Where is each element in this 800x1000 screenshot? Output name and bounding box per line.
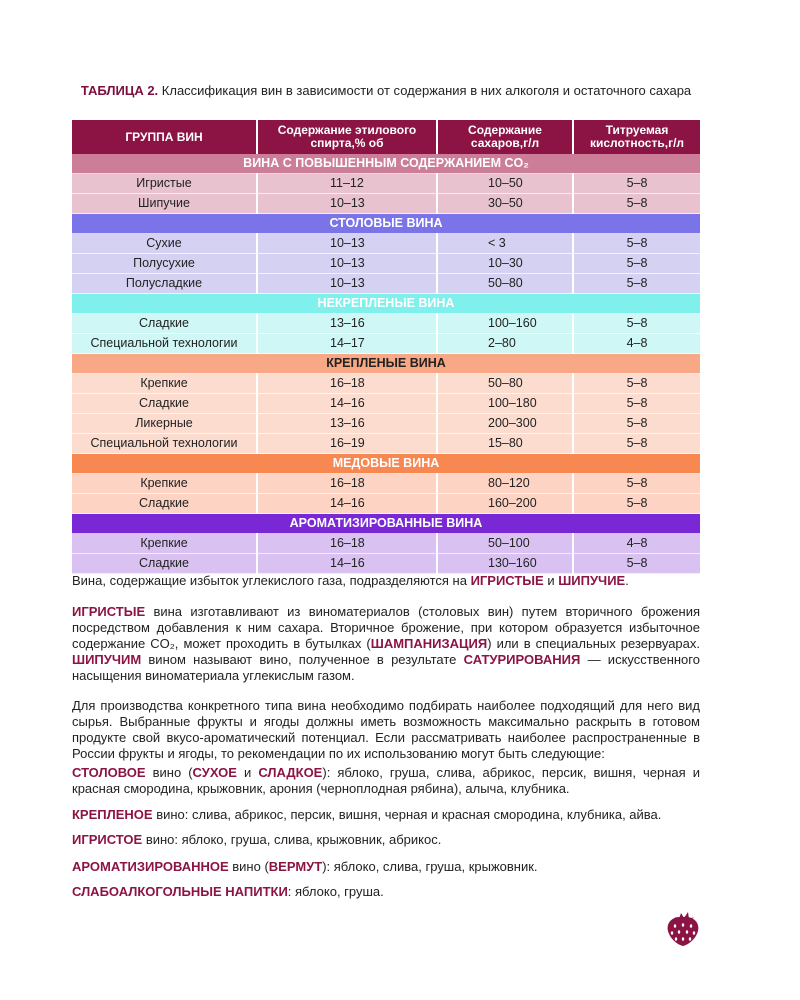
cell-alcohol: 10–13: [257, 274, 437, 294]
cell-alcohol: 10–13: [257, 234, 437, 254]
caption-text: Классификация вин в зависимости от содержания в них алкоголя и остаточного сахара: [158, 83, 692, 98]
highlight-term: КРЕПЛЕНОЕ: [72, 807, 153, 822]
table-row: [72, 174, 700, 194]
cell-sugar: 10–50: [437, 174, 573, 194]
cell-sugar: 80–120: [437, 474, 573, 494]
paragraph-text: и: [236, 765, 259, 780]
cell-sugar: 50–80: [437, 274, 573, 294]
cell-group: Сладкие: [72, 494, 257, 514]
cell-acidity: 5–8: [573, 174, 700, 194]
table-row: [72, 194, 700, 214]
cell-sugar: 2–80: [437, 334, 573, 354]
group-header-row: [72, 154, 700, 174]
cell-acidity: 5–8: [573, 194, 700, 214]
cell-sugar: 50–100: [437, 534, 573, 554]
paragraph-text: : яблоко, груша.: [287, 884, 384, 899]
cell-group: Полусухие: [72, 254, 257, 274]
cell-acidity: 5–8: [573, 494, 700, 514]
body-paragraph: [72, 604, 700, 684]
paragraph-text: .: [625, 573, 629, 588]
cell-group: Крепкие: [72, 374, 257, 394]
paragraph-text: вино: слива, абрикос, персик, вишня, черная и красная смородина, клубника, айва.: [152, 807, 662, 822]
cell-sugar: 100–160: [437, 314, 573, 334]
table-row: [72, 274, 700, 294]
header-sugar: Содержание сахаров,г/л: [437, 120, 573, 154]
body-paragraph: [72, 698, 700, 762]
cell-alcohol: 11–12: [257, 174, 437, 194]
cell-acidity: 5–8: [573, 394, 700, 414]
cell-group: Сладкие: [72, 394, 257, 414]
table-row: [72, 414, 700, 434]
cell-alcohol: 16–19: [257, 434, 437, 454]
cell-sugar: 50–80: [437, 374, 573, 394]
paragraph-text: Вина, содержащие избыток углекислого газа, подразделяются на: [72, 573, 471, 588]
cell-group: Игристые: [72, 174, 257, 194]
table-row: [72, 254, 700, 274]
table-header-row: [72, 120, 700, 154]
cell-acidity: 5–8: [573, 254, 700, 274]
group-title: ВИНА С ПОВЫШЕННЫМ СОДЕРЖАНИЕМ CO₂: [72, 154, 700, 174]
cell-sugar: 100–180: [437, 394, 573, 414]
cell-alcohol: 13–16: [257, 314, 437, 334]
caption-label: ТАБЛИЦА 2.: [80, 83, 159, 98]
cell-acidity: 5–8: [573, 434, 700, 454]
cell-sugar: 15–80: [437, 434, 573, 454]
cell-sugar: 30–50: [437, 194, 573, 214]
cell-group: Ликерные: [72, 414, 257, 434]
body-paragraph: [72, 832, 700, 848]
highlight-term: СЛАБОАЛКОГОЛЬНЫЕ НАПИТКИ: [72, 884, 288, 899]
table-row: [72, 434, 700, 454]
cell-acidity: 4–8: [573, 534, 700, 554]
cell-sugar: 200–300: [437, 414, 573, 434]
cell-alcohol: 10–13: [257, 194, 437, 214]
cell-group: Крепкие: [72, 474, 257, 494]
highlight-term: СЛАДКОЕ: [258, 765, 323, 780]
highlight-term: ИГРИСТЫЕ: [470, 573, 544, 588]
paragraph-text: вина изготавливают из виноматериалов (столовых вин) путем вторичного брожения посредством добавления к ним сахара. Вторичное брожение, при котором образуется избыточное содержание CO₂, может проходить в бутылках (: [72, 604, 700, 651]
cell-sugar: < 3: [437, 234, 573, 254]
paragraph-text: вином называют вино, полученное в результате: [141, 652, 464, 667]
group-title: СТОЛОВЫЕ ВИНА: [72, 214, 700, 234]
table-row: [72, 554, 700, 574]
cell-group: Сладкие: [72, 554, 257, 574]
wine-classification-table: [72, 120, 700, 574]
highlight-term: ШИПУЧИЕ: [558, 573, 626, 588]
group-title: КРЕПЛЕНЫЕ ВИНА: [72, 354, 700, 374]
highlight-term: ИГРИСТОЕ: [72, 832, 143, 847]
cell-alcohol: 14–17: [257, 334, 437, 354]
table-caption: [72, 83, 700, 99]
table-row: [72, 234, 700, 254]
group-header-row: [72, 454, 700, 474]
highlight-term: СУХОЕ: [192, 765, 237, 780]
group-header-row: [72, 514, 700, 534]
body-paragraph: [72, 859, 700, 875]
cell-group: Полусладкие: [72, 274, 257, 294]
body-paragraph: [72, 807, 700, 823]
cell-alcohol: 16–18: [257, 534, 437, 554]
cell-alcohol: 16–18: [257, 374, 437, 394]
cell-acidity: 4–8: [573, 334, 700, 354]
cell-alcohol: 16–18: [257, 474, 437, 494]
table-row: [72, 394, 700, 414]
body-paragraph: [72, 765, 700, 797]
group-header-row: [72, 354, 700, 374]
cell-group: Шипучие: [72, 194, 257, 214]
highlight-term: ВЕРМУТ: [268, 859, 323, 874]
header-acidity: Титруемая кислотность,г/л: [573, 120, 700, 154]
paragraph-text: — искусственного насыщения виноматериала углекислым газом.: [72, 652, 700, 683]
cell-group: Сухие: [72, 234, 257, 254]
paragraph-text: и: [543, 573, 559, 588]
paragraph-text: вино: яблоко, груша, слива, крыжовник, абрикос.: [142, 832, 442, 847]
cell-alcohol: 14–16: [257, 494, 437, 514]
group-header-row: [72, 214, 700, 234]
header-alcohol: Содержание этилового спирта,% об: [257, 120, 437, 154]
cell-acidity: 5–8: [573, 274, 700, 294]
paragraph-text: ): яблоко, слива, груша, крыжовник.: [322, 859, 538, 874]
cell-alcohol: 14–16: [257, 554, 437, 574]
cell-alcohol: 10–13: [257, 254, 437, 274]
highlight-term: СТОЛОВОЕ: [72, 765, 146, 780]
cell-group: Крепкие: [72, 534, 257, 554]
cell-alcohol: 14–16: [257, 394, 437, 414]
cell-group: Сладкие: [72, 314, 257, 334]
highlight-term: САТУРИРОВАНИЯ: [463, 652, 581, 667]
group-title: НЕКРЕПЛЕНЫЕ ВИНА: [72, 294, 700, 314]
cell-acidity: 5–8: [573, 474, 700, 494]
cell-sugar: 160–200: [437, 494, 573, 514]
cell-group: Специальной технологии: [72, 434, 257, 454]
table-row: [72, 534, 700, 554]
table-row: [72, 494, 700, 514]
cell-sugar: 130–160: [437, 554, 573, 574]
strawberry-icon: [663, 908, 703, 948]
highlight-term: ИГРИСТЫЕ: [72, 604, 146, 619]
table-row: [72, 334, 700, 354]
body-paragraph: [72, 884, 700, 900]
paragraph-text: ) или в специальных резервуарах.: [487, 636, 700, 651]
paragraph-text: ): яблоко, груша, слива, абрикос, персик, вишня, черная и красная смородина, крыжовник, арония (черноплодная рябина), алыча, клубника.: [72, 765, 700, 796]
highlight-term: ШАМПАНИЗАЦИЯ: [370, 636, 488, 651]
paragraph-text: вино (: [145, 765, 193, 780]
cell-acidity: 5–8: [573, 234, 700, 254]
cell-acidity: 5–8: [573, 554, 700, 574]
paragraph-text: Для производства конкретного типа вина необходимо подбирать наиболее подходящий для него вид сырья. Выбранные фрукты и ягоды должны иметь возможность максимально раскрыть в готовом продукте свой вкусо-ароматический потенциал. Если рассматривать наиболее распространенные в России фрукты и ягоды, то рекомендации по их использованию могут быть следующие:: [72, 698, 700, 761]
highlight-term: ШИПУЧИМ: [72, 652, 142, 667]
group-title: АРОМАТИЗИРОВАННЫЕ ВИНА: [72, 514, 700, 534]
cell-acidity: 5–8: [573, 314, 700, 334]
header-group: ГРУППА ВИН: [72, 120, 257, 154]
cell-group: Специальной технологии: [72, 334, 257, 354]
table-row: [72, 474, 700, 494]
group-header-row: [72, 294, 700, 314]
table-row: [72, 374, 700, 394]
table-row: [72, 314, 700, 334]
paragraph-text: вино (: [228, 859, 269, 874]
cell-acidity: 5–8: [573, 374, 700, 394]
cell-alcohol: 13–16: [257, 414, 437, 434]
body-paragraph: [72, 573, 700, 589]
cell-sugar: 10–30: [437, 254, 573, 274]
group-title: МЕДОВЫЕ ВИНА: [72, 454, 700, 474]
highlight-term: АРОМАТИЗИРОВАННОЕ: [72, 859, 229, 874]
cell-acidity: 5–8: [573, 414, 700, 434]
